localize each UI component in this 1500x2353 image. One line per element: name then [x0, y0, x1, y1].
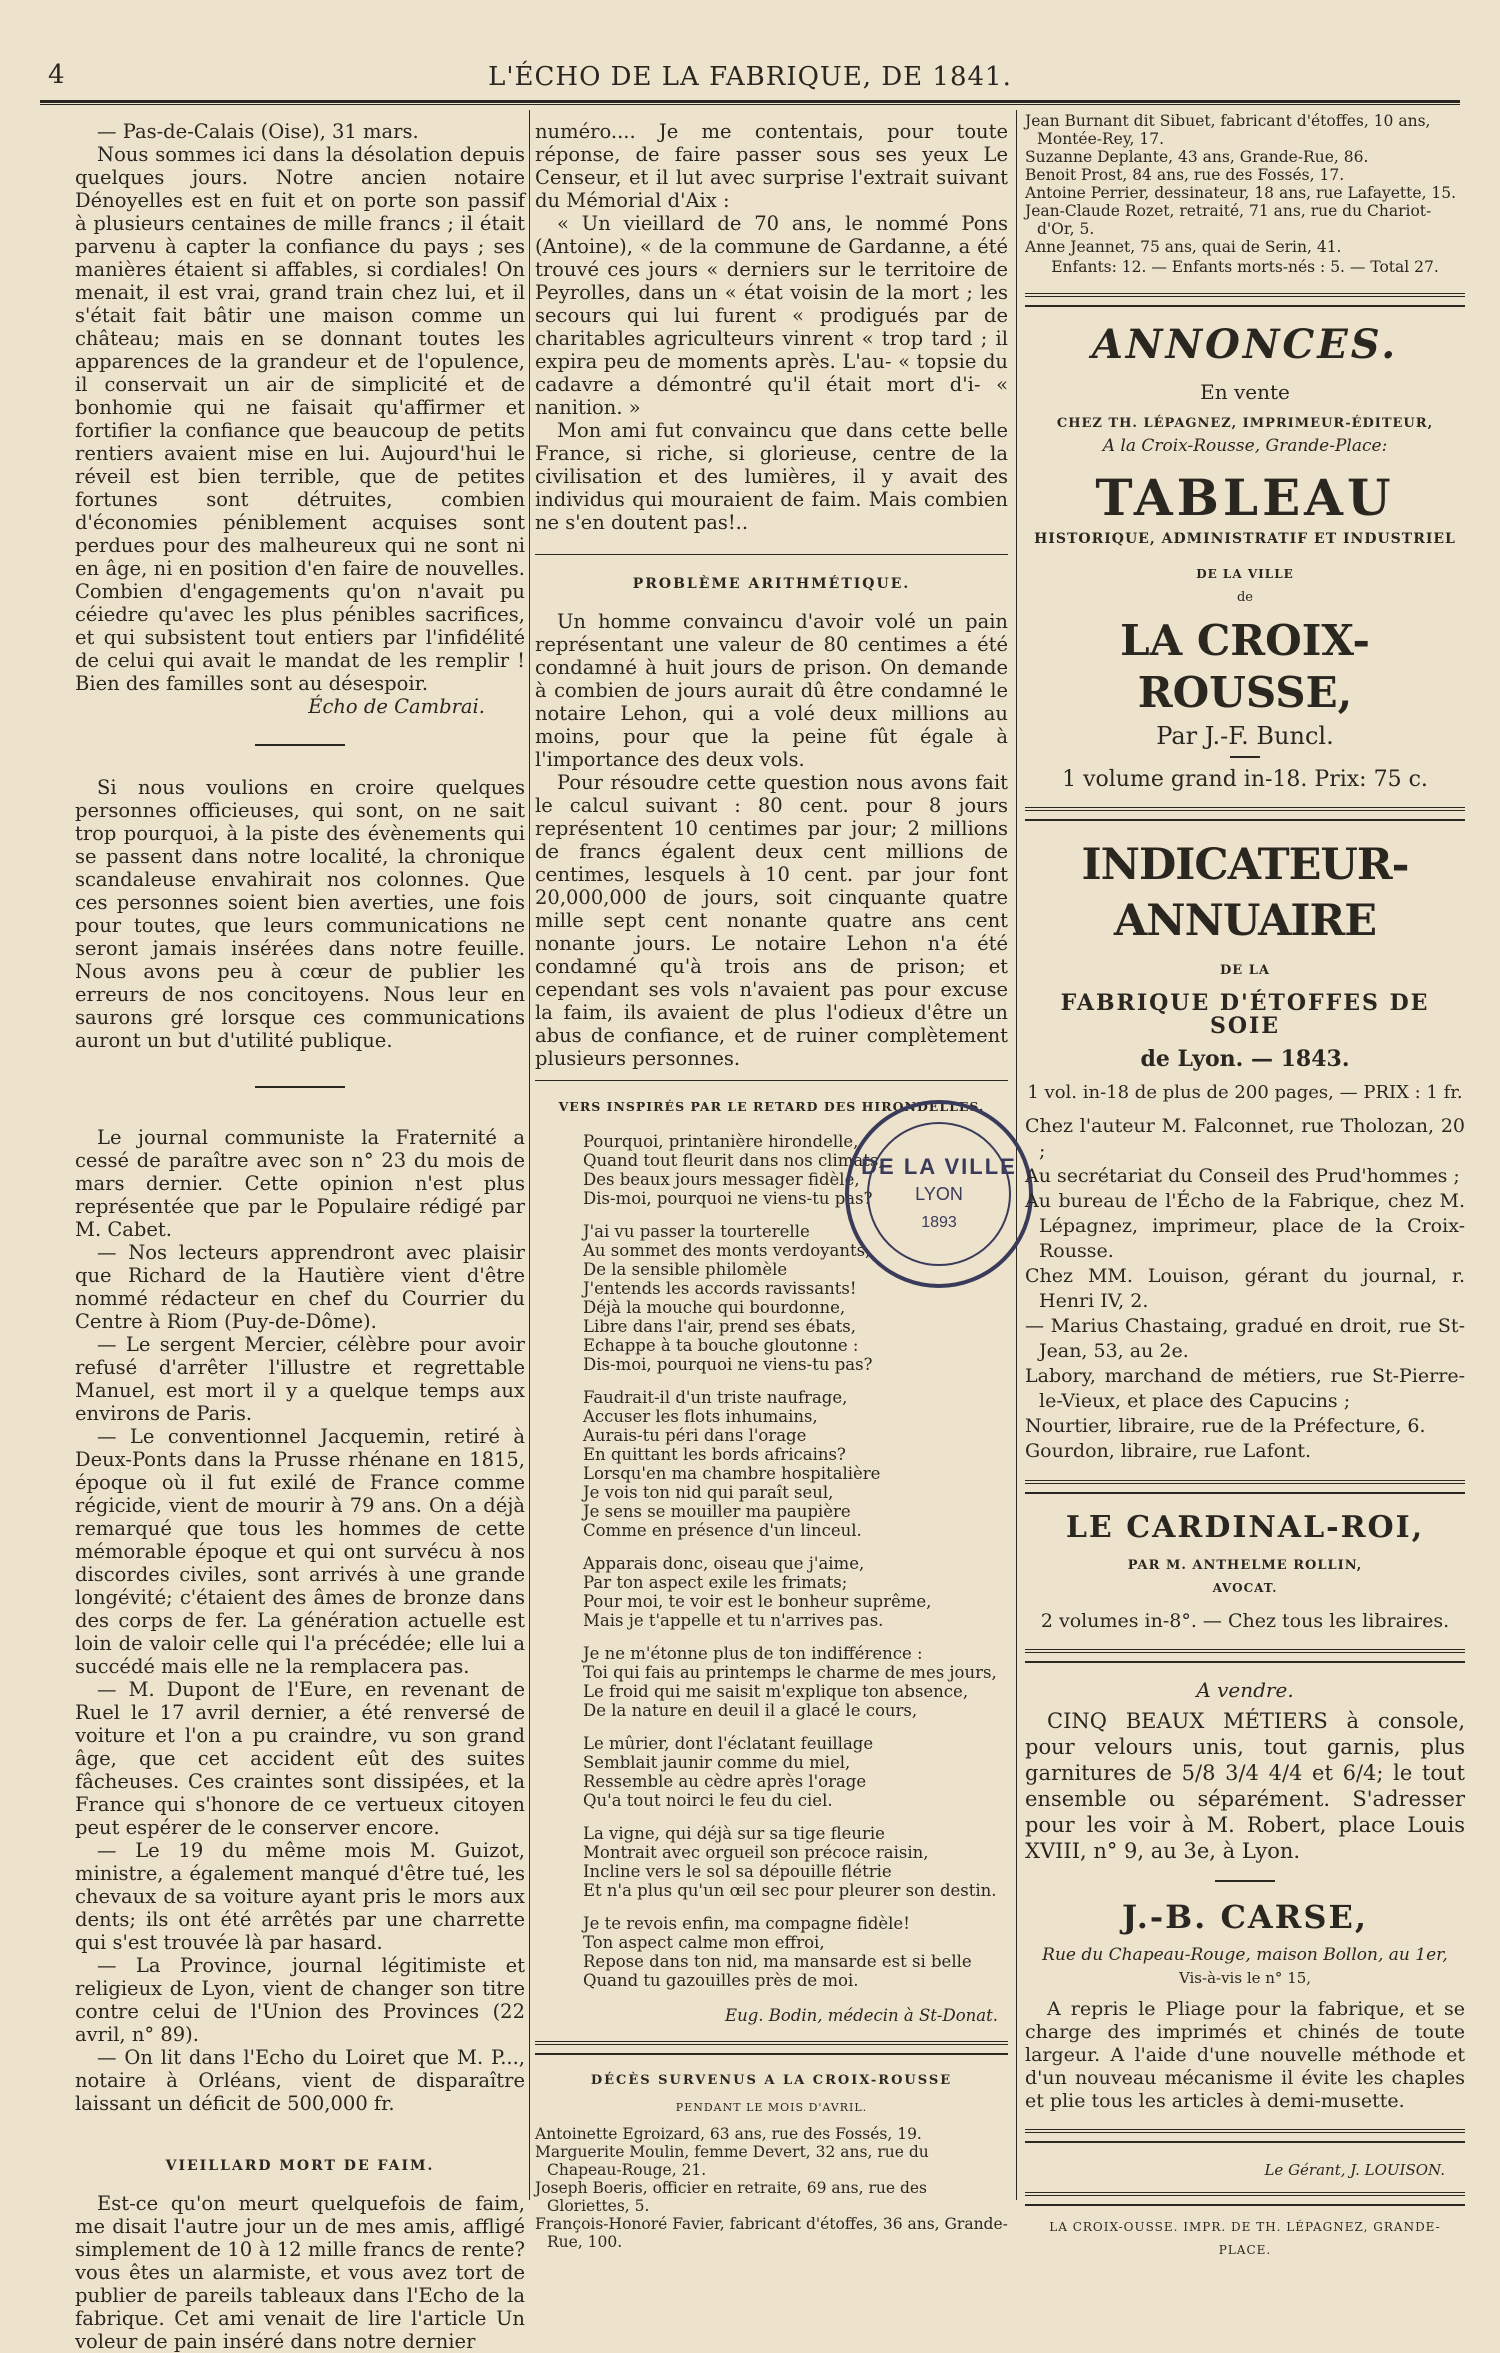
- column-3: [1025, 112, 1465, 2262]
- death-entry: Marguerite Moulin, femme Devert, 32 ans, rue du Chapeau-Rouge, 21.: [535, 2143, 929, 2179]
- poem-line: Apparais donc, oiseau que j'aime,: [583, 1554, 865, 1573]
- seller-entry: Chez l'auteur M. Falconnet, rue Tholozan, 20 ;: [1025, 1115, 1465, 1162]
- death-entry: Jean-Claude Rozet, retraité, 71 ans, rue du Chariot-d'Or, 5.: [1025, 202, 1432, 238]
- poem-stanza: [583, 1554, 1008, 1630]
- cardinal-title: LE CARDINAL-ROI,: [1065, 1510, 1425, 1545]
- poem-signature: Eug. Bodin, médecin à St-Donat.: [725, 2006, 998, 2025]
- deaths-subtitle: PENDANT LE MOIS D'AVRIL.: [675, 2101, 868, 2114]
- article-quote: « Un vieillard de 70 ans, le nommé Pons (Antoine), « de la commune de Gardanne, a été trouvé ces jours « derniers sur le territoire de Peyrolles, dans un « état voisin de la mort ; les secours qui lui furent « prodigués par de charitables agriculteurs vinrent « trop tard ; il expira peu de moments après. L'au- « topsie du cadavre a démontré qu'il était mort d'i- « nanition. »: [535, 212, 1008, 419]
- poem-line: De la sensible philomèle: [583, 1260, 788, 1279]
- poem-line: Libre dans l'air, prend ses ébats,: [583, 1317, 857, 1336]
- poem-stanza: [583, 1914, 1008, 1990]
- seller-entry: Au bureau de l'Écho de la Fabrique, chez M. Lépagnez, imprimeur, place de la Croix-Rousse.: [1025, 1190, 1465, 1262]
- annonces-heading: ANNONCES.: [1091, 321, 1399, 368]
- separator-thick: [1025, 2129, 1465, 2143]
- poem-line: De la nature en deuil il a glacé le cours,: [583, 1701, 918, 1720]
- article-source: Écho de Cambrai.: [308, 695, 485, 718]
- de-la-ville: DE LA VILLE: [1196, 567, 1294, 581]
- poem-line: Mais je t'appelle et tu n'arrives pas.: [583, 1611, 884, 1630]
- indicateur-price: 1 vol. in-18 de plus de 200 pages, — PRIX : 1 fr.: [1027, 1082, 1463, 1103]
- article-paragraph: — Le sergent Mercier, célèbre pour avoir refusé d'arrêter l'illustre et regrettable Manuel, est mort il y a quelque temps aux environs de Paris.: [75, 1333, 525, 1425]
- poem-line: Le froid qui me saisit m'explique ton absence,: [583, 1682, 969, 1701]
- poem-line: Je sens se mouiller ma paupière: [583, 1502, 851, 1521]
- poem-line: Lorsqu'en ma chambre hospitalière: [583, 1464, 881, 1483]
- column-divider-1: [529, 110, 530, 2200]
- separator-thick: [1025, 807, 1465, 821]
- de-lyon: de Lyon. — 1843.: [1140, 1046, 1350, 1072]
- poem-line: Aurais-tu péri dans l'orage: [583, 1426, 807, 1445]
- article-paragraph: Un homme convaincu d'avoir volé un pain représentant une valeur de 80 centimes a été condamné à huit jours de prison. On demande à combien de jours aurait dû être condamné le notaire Lehon, qui a volé deux millions au moins, pour que la peine fût égale à l'importance des deux vols.: [535, 610, 1008, 771]
- tableau-title: TABLEAU: [1095, 468, 1395, 527]
- death-entry: Antoine Perrier, dessinateur, 18 ans, rue Lafayette, 15.: [1025, 184, 1457, 202]
- poem-line: Echappe à ta bouche gloutonne :: [583, 1336, 859, 1355]
- poem-stanza: [583, 1388, 1008, 1540]
- poem-stanza: [583, 1824, 1008, 1900]
- poem-stanza: [583, 1644, 1008, 1720]
- carse-address: Rue du Chapeau-Rouge, maison Bollon, au 1er,: [1042, 1945, 1448, 1965]
- poem-line: Dis-moi, pourquoi ne viens-tu pas?: [583, 1189, 873, 1208]
- library-stamp: [845, 1100, 1033, 1288]
- seller-entry: Nourtier, libraire, rue de la Préfecture, 6.: [1025, 1415, 1426, 1437]
- poem-line: Et n'a plus qu'un œil sec pour pleurer son destin.: [583, 1881, 997, 1900]
- article-paragraph: — La Province, journal légitimiste et religieux de Lyon, vient de changer son titre contre celui de l'Union des Provinces (22 avril, n° 89).: [75, 1954, 525, 2046]
- poem-line: Pour moi, te voir est le bonheur suprême,: [583, 1592, 932, 1611]
- poem-title: VERS INSPIRÉS PAR LE RETARD DES HIRONDELLES.: [558, 1099, 985, 1114]
- poem-line: Des beaux jours messager fidèle,: [583, 1170, 860, 1189]
- death-entry: Jean Burnant dit Sibuet, fabricant d'étoffes, 10 ans, Montée-Rey, 17.: [1025, 112, 1431, 148]
- seller-entry: Au secrétariat du Conseil des Prud'hommes ;: [1025, 1165, 1460, 1187]
- separator: [1230, 756, 1260, 758]
- poem-line: Pourquoi, printanière hirondelle,: [583, 1132, 859, 1151]
- poem-line: J'entends les accords ravissants!: [583, 1279, 857, 1298]
- poem-line: Déjà la mouche qui bourdonne,: [583, 1298, 846, 1317]
- poem-line: Accuser les flots inhumains,: [583, 1407, 818, 1426]
- de: de: [1236, 590, 1253, 605]
- poem-stanza: [583, 1734, 1008, 1810]
- seller-entry: Gourdon, libraire, rue Lafont.: [1025, 1440, 1311, 1462]
- gerant: Le Gérant, J. LOUISON.: [1264, 2161, 1445, 2179]
- croix-rousse-title: LA CROIX-ROUSSE,: [1120, 616, 1370, 717]
- indicateur-title: INDICATEUR-ANNUAIRE: [1081, 840, 1409, 946]
- publisher: CHEZ TH. LÉPAGNEZ, IMPRIMEUR-ÉDITEUR,: [1056, 416, 1434, 431]
- header-rule: [40, 100, 1460, 105]
- problem-section: [535, 554, 1008, 1081]
- article-paragraph: — Le 19 du même mois M. Guizot, ministre, a également manqué d'être tué, les chevaux de sa voiture ayant pris le mors aux dents; ils ont été arrêtés par une charrette qui s'est trouvée là par hasard.: [75, 1839, 525, 1954]
- poem-line: Ton aspect calme mon effroi,: [583, 1933, 825, 1952]
- poem-line: Repose dans ton nid, ma mansarde est si belle: [583, 1952, 972, 1971]
- poem-line: Montrait avec orgueil son précoce raisin,: [583, 1843, 929, 1862]
- poem-line: Faudrait-il d'un triste naufrage,: [583, 1388, 848, 1407]
- vendre-text: CINQ BEAUX MÉTIERS à console, pour velours unis, tout garnis, plus garnitures de 5/8 3/4 4/4 et 6/4; le tout ensemble ou séparément. S'adresser pour les voir à M. Robert, place Louis XVIII, n° 9, au 3e, à Lyon.: [1025, 1709, 1465, 1863]
- poem-line: Je vois ton nid qui paraît seul,: [583, 1483, 834, 1502]
- article-paragraph: — Nos lecteurs apprendront avec plaisir que Richard de la Hautière vient d'être nommé rédacteur en chef du Courrier du Centre à Riom (Puy-de-Dôme).: [75, 1241, 525, 1333]
- article-paragraph: Nous sommes ici dans la désolation depuis quelques jours. Notre ancien notaire Dénoyelles est en fuit et on porte son passif à plusieurs centaines de mille francs ; il était parvenu à capter la confiance du pays ; ses manières étaient si affables, si cordiales! On menait, il est vrai, grand train chez lui, et il s'était fait bâtir une maison comme un château; mais en se donnant toutes les apparences de la grandeur et de l'opulence, il conservait un air de simplicité et de bonhomie qui ne faisait qu'affirmer et fortifier la confiance que beaucoup de petits rentiers avaient mise en lui. Aujourd'hui le réveil est bien terrible, que de petites fortunes sont détruites, combien d'économies péniblement acquises sont perdues pour des malheureux qui ne sont ni en âge, ni en position d'en faire de nouvelles. Combien d'engagements qu'on n'avait pu céiedre qu'avec les plus pénibles sacrifices, et qui subsistent tout entiers par l'infidélité de celui qui avait le mandat de les remplir ! Bien des familles sont au désespoir.: [75, 143, 525, 695]
- poem-line: J'ai vu passer la tourterelle: [583, 1222, 810, 1241]
- poem-line: Par ton aspect exile les frimats;: [583, 1573, 848, 1592]
- tableau-volume: 1 volume grand in-18. Prix: 75 c.: [1062, 767, 1428, 792]
- poem-line: Je te revois enfin, ma compagne fidèle!: [583, 1914, 910, 1933]
- imprint: LA CROIX-OUSSE. IMPR. DE TH. LÉPAGNEZ, GRANDE-PLACE.: [1049, 2220, 1441, 2257]
- poem-line: Toi qui fais au printemps le charme de mes jours,: [583, 1663, 997, 1682]
- poem-line: Ressemble au cèdre après l'orage: [583, 1772, 867, 1791]
- poem-line: Le mûrier, dont l'éclatant feuillage: [583, 1734, 874, 1753]
- fabrique-title: FABRIQUE D'ÉTOFFES DE SOIE: [1060, 990, 1430, 1039]
- separator: [255, 744, 345, 746]
- article-paragraph: — M. Dupont de l'Eure, en revenant de Ruel le 17 avril dernier, a été renversé de voiture et l'on a pu craindre, vu son grand âge, que cet accident eût des suites fâcheuses. Ces craintes sont dissipées, et la France qui s'honore de ce vertueux citoyen peut espérer de le conserver encore.: [75, 1678, 525, 1839]
- deaths-list-continued: [1025, 112, 1465, 256]
- column-1: [75, 120, 525, 2353]
- deaths-title: DÉCÈS SURVENUS A LA CROIX-ROUSSE: [590, 2073, 953, 2088]
- separator: [1215, 1880, 1275, 1882]
- poem-line: Je ne m'étonne plus de ton indifférence :: [583, 1644, 923, 1663]
- section-title: PROBLÈME ARITHMÉTIQUE.: [632, 576, 911, 592]
- poem-line: Quand tu gazouilles près de moi.: [583, 1971, 859, 1990]
- section-title: VIEILLARD MORT DE FAIM.: [165, 2158, 435, 2174]
- poem-line: Dis-moi, pourquoi ne viens-tu pas?: [583, 1355, 873, 1374]
- death-entry: François-Honoré Favier, fabricant d'étoffes, 36 ans, Grande-Rue, 100.: [535, 2215, 1008, 2251]
- separator-thick: [535, 2041, 1008, 2055]
- poem-line: Incline vers le sol sa dépouille flétrie: [583, 1862, 892, 1881]
- cardinal-volumes: 2 volumes in-8°. — Chez tous les libraires.: [1040, 1610, 1450, 1632]
- stamp-text: DE LA VILLE: [861, 1154, 1017, 1179]
- article-paragraph: — On lit dans l'Echo du Loiret que M. P..., notaire à Orléans, vient de disparaître laissant un déficit de 500,000 fr.: [75, 2046, 525, 2115]
- death-entry: Anne Jeannet, 75 ans, quai de Serin, 41.: [1025, 238, 1342, 256]
- stamp-text: 1893: [921, 1214, 957, 1231]
- stamp-text: LYON: [915, 1184, 963, 1204]
- poem-line: Qu'a tout noirci le feu du ciel.: [583, 1791, 833, 1810]
- poem-line: La vigne, qui déjà sur sa tige fleurie: [583, 1824, 885, 1843]
- poem-line: Quand tout fleurit dans nos climats,: [583, 1151, 884, 1170]
- article-paragraph: Le journal communiste la Fraternité a cessé de paraître avec son n° 23 du mois de mars dernier. Cette opinion n'est plus représentée que par le Populaire rédigé par M. Cabet.: [75, 1126, 525, 1241]
- separator-thick: [1025, 293, 1465, 307]
- carse-title: J.-B. CARSE,: [1122, 1898, 1368, 1936]
- avocat: AVOCAT.: [1212, 1581, 1278, 1595]
- carse-text: A repris le Pliage pour la fabrique, et se charge des imprimés et chinés de toute largeur. A l'aide d'une nouvelle méthode et d'un nouveau mécanisme il évite les chaples et plie tous les articles à demi-musette.: [1025, 1998, 1465, 2112]
- separator-thick: [1025, 2192, 1465, 2206]
- seller-entry: Chez MM. Louison, gérant du journal, r. Henri IV, 2.: [1025, 1265, 1465, 1312]
- article-paragraph: Pour résoudre cette question nous avons fait le calcul suivant : 80 cent. pour 8 jours représentent 10 centimes par jour; 2 millions de francs égalent deux cent millions de centimes, lesquels à 10 cent. par jour font 20,000,000 de jours, soit cinquante quatre mille sept cent nonante quatre ans cent nonante jours. Le notaire Lehon n'a été condamné qu'à trois ans de prison; et cependant ses vols n'avaient pas pour excuse la faim, ils avaient de plus l'odieux d'être un abus de confiance, et de ruiner complètement plusieurs personnes.: [535, 771, 1008, 1070]
- tableau-author: Par J.-F. Buncl.: [1156, 722, 1334, 750]
- poem-line: Au sommet des monts verdoyants,: [583, 1241, 871, 1260]
- separator: [255, 1086, 345, 1088]
- separator-thick: [1025, 1480, 1465, 1494]
- cardinal-author: PAR M. ANTHELME ROLLIN,: [1127, 1558, 1363, 1573]
- death-entry: Benoit Prost, 84 ans, rue des Fossés, 17.: [1025, 166, 1345, 184]
- death-entry: Suzanne Deplante, 43 ans, Grande-Rue, 86.: [1025, 148, 1369, 166]
- poem-line: En quittant les bords africains?: [583, 1445, 846, 1464]
- page-number: 4: [48, 60, 65, 90]
- newspaper-title: L'ÉCHO DE LA FABRIQUE, DE 1841.: [488, 62, 1012, 92]
- poem-line: Semblait jaunir comme du miel,: [583, 1753, 851, 1772]
- death-entry: Joseph Boeris, officier en retraite, 69 ans, rue des Gloriettes, 5.: [535, 2179, 928, 2215]
- article-paragraph: numéro.... Je me contentais, pour toute réponse, de faire passer sous ses yeux Le Censeur, et il lut avec surprise l'extrait suivant du Mémorial d'Aix :: [535, 120, 1008, 212]
- article-paragraph: Si nous voulions en croire quelques personnes officieuses, qui sont, on ne sait trop pourquoi, à la piste des évènements qui se passent dans notre localité, la chronique scandaleuse envahirait nos colonnes. Que ces personnes soient bien averties, une fois pour toutes, que leurs communications ne seront jamais insérées dans notre feuille. Nous avons peu à cœur de publier les erreurs de nos concitoyens. Nous leur en saurons gré lorsque ces communications auront un but d'utilité publique.: [75, 776, 525, 1052]
- poem-line: Comme en présence d'un linceul.: [583, 1521, 862, 1540]
- separator-thick: [1025, 1649, 1465, 1663]
- publisher-place: A la Croix-Rousse, Grande-Place:: [1102, 436, 1388, 456]
- article-paragraph: Est-ce qu'on meurt quelquefois de faim, me disait l'autre jour un de mes amis, affligé simplement de 10 à 12 mille francs de rente? vous êtes un alarmiste, et vous avez tort de publier de pareils tableaux dans l'Echo de la fabrique. Cet ami venait de lire l'article Un voleur de pain inséré dans notre dernier: [75, 2192, 525, 2353]
- tableau-subtitle: HISTORIQUE, ADMINISTRATIF ET INDUSTRIEL: [1034, 531, 1456, 547]
- death-entry: Antoinette Egroizard, 63 ans, rue des Fossés, 19.: [535, 2125, 922, 2143]
- article-dateline: — Pas-de-Calais (Oise), 31 mars.: [97, 120, 419, 143]
- a-vendre: A vendre.: [1196, 1678, 1294, 1702]
- seller-entry: — Marius Chastaing, gradué en droit, rue St-Jean, 53, au 2e.: [1025, 1315, 1465, 1362]
- page-header: [40, 58, 1460, 98]
- deaths-list: [535, 2125, 1008, 2251]
- de-la: DE LA: [1220, 963, 1270, 978]
- carse-vis: Vis-à-vis le n° 15,: [1178, 1969, 1312, 1987]
- article-paragraph: Mon ami fut convaincu que dans cette belle France, si riche, si glorieuse, centre de la civilisation et des lumières, il y avait des individus qui mouraient de faim. Mais combien ne s'en doutent pas!..: [535, 419, 1008, 534]
- en-vente: En vente: [1200, 380, 1290, 404]
- deaths-totals: Enfants: 12. — Enfants morts-nés : 5. — Total 27.: [1051, 258, 1439, 276]
- sellers-list: [1025, 1114, 1465, 1464]
- article-paragraph: — Le conventionnel Jacquemin, retiré à Deux-Ponts dans la Prusse rhénane en 1815, époque où il fut exilé de France comme régicide, vient de mourir à 79 ans. On a déjà remarqué que tous les hommes de cette mémorable époque et qui ont survécu à nos discordes civiles, sont arrivés à une grande longévité; c'étaient des âmes de bronze dans des corps de fer. La génération actuelle est loin de valoir celle qui l'a précédée; elle lui a succédé mais elle ne la remplacera pas.: [75, 1425, 525, 1678]
- seller-entry: Labory, marchand de métiers, rue St-Pierre-le-Vieux, et place des Capucins ;: [1025, 1365, 1465, 1412]
